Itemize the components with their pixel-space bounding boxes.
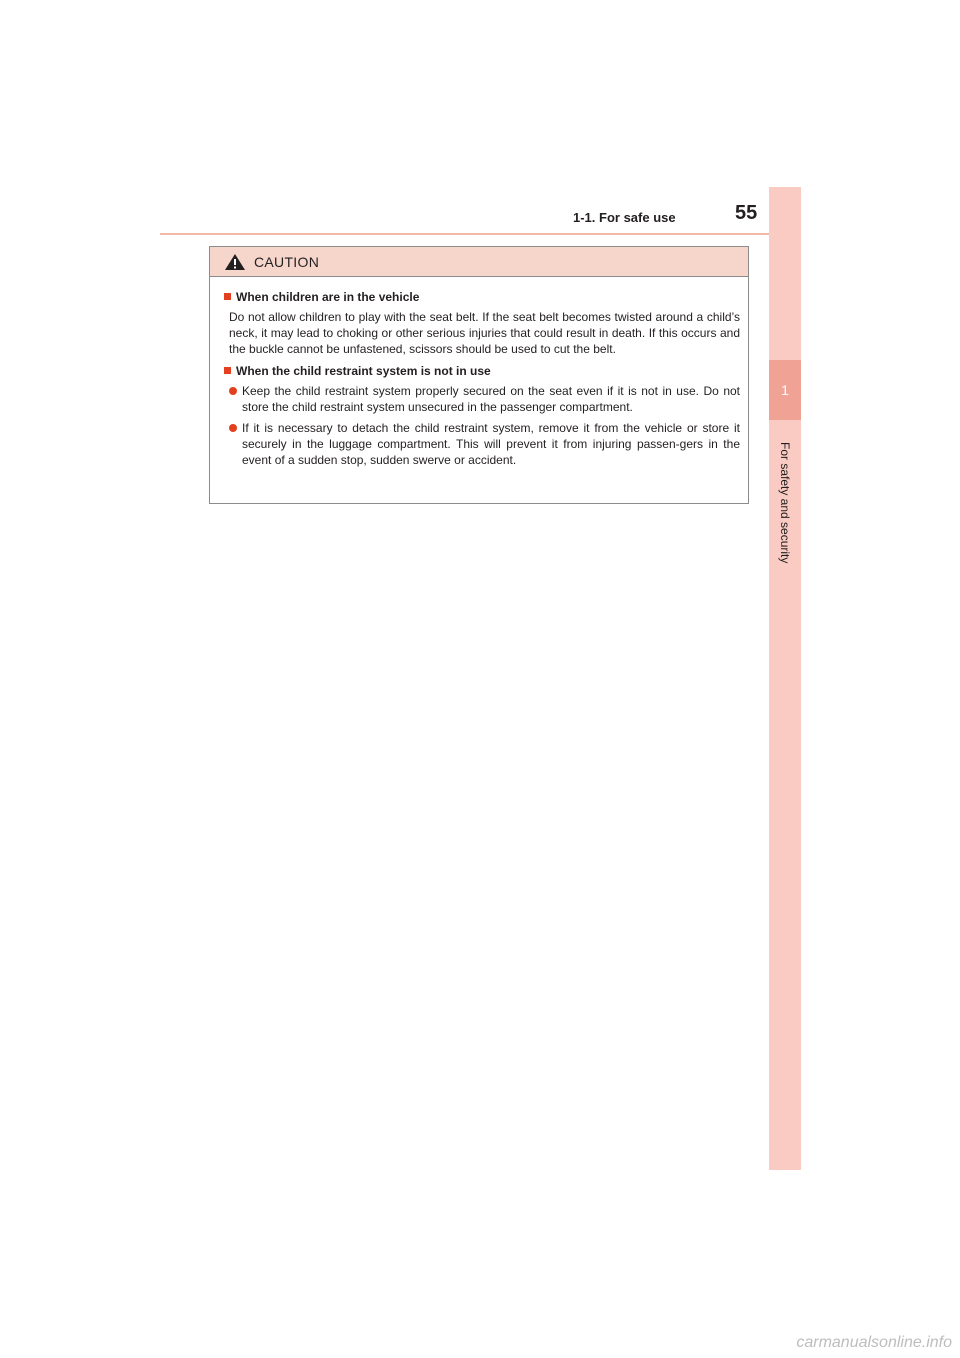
watermark: carmanualsonline.info bbox=[796, 1334, 952, 1351]
dot-bullet-icon bbox=[229, 387, 237, 395]
side-tab bbox=[769, 187, 801, 1170]
chapter-label: For safety and security bbox=[778, 441, 792, 564]
page-number: 55 bbox=[735, 202, 758, 224]
dot-bullet-icon bbox=[229, 424, 237, 432]
section-paragraph: Do not allow children to play with the seat belt. If the seat belt becomes twisted around a child’s neck, it may lead to choking or other serious injuries that could result in death. If this occurs and the buckle cannot be unfastened, scissors should be used to cut the belt. bbox=[229, 310, 740, 356]
caution-header bbox=[210, 247, 748, 277]
header-rule bbox=[160, 233, 800, 235]
section-title: 1-1. For safe use bbox=[573, 210, 676, 225]
square-bullet-icon bbox=[224, 367, 231, 374]
caution-title: CAUTION bbox=[254, 253, 320, 270]
list-item-text: If it is necessary to detach the child restraint system, remove it from the vehicle or store it securely in the luggage compartment. This will prevent it from injuring passen-gers in the event of a sudden stop, sudden swerve or accident. bbox=[242, 421, 740, 467]
caution-box bbox=[209, 246, 749, 504]
chapter-number: 1 bbox=[781, 382, 789, 398]
list-item bbox=[229, 383, 740, 415]
section-heading-text: When children are in the vehicle bbox=[236, 290, 420, 304]
side-tab-label bbox=[769, 430, 801, 575]
caution-body bbox=[210, 277, 748, 468]
list-item bbox=[229, 420, 740, 468]
list-item-text: Keep the child restraint system properly secured on the seat even if it is not in use. Do not store the child restraint system unsecured in the passenger compartment. bbox=[242, 384, 740, 414]
section-heading bbox=[224, 363, 740, 379]
section-heading-text: When the child restraint system is not in use bbox=[236, 364, 491, 378]
warning-triangle-icon bbox=[224, 253, 246, 271]
section-heading bbox=[224, 289, 740, 305]
side-tab-chapter-marker bbox=[769, 360, 801, 420]
square-bullet-icon bbox=[224, 293, 231, 300]
